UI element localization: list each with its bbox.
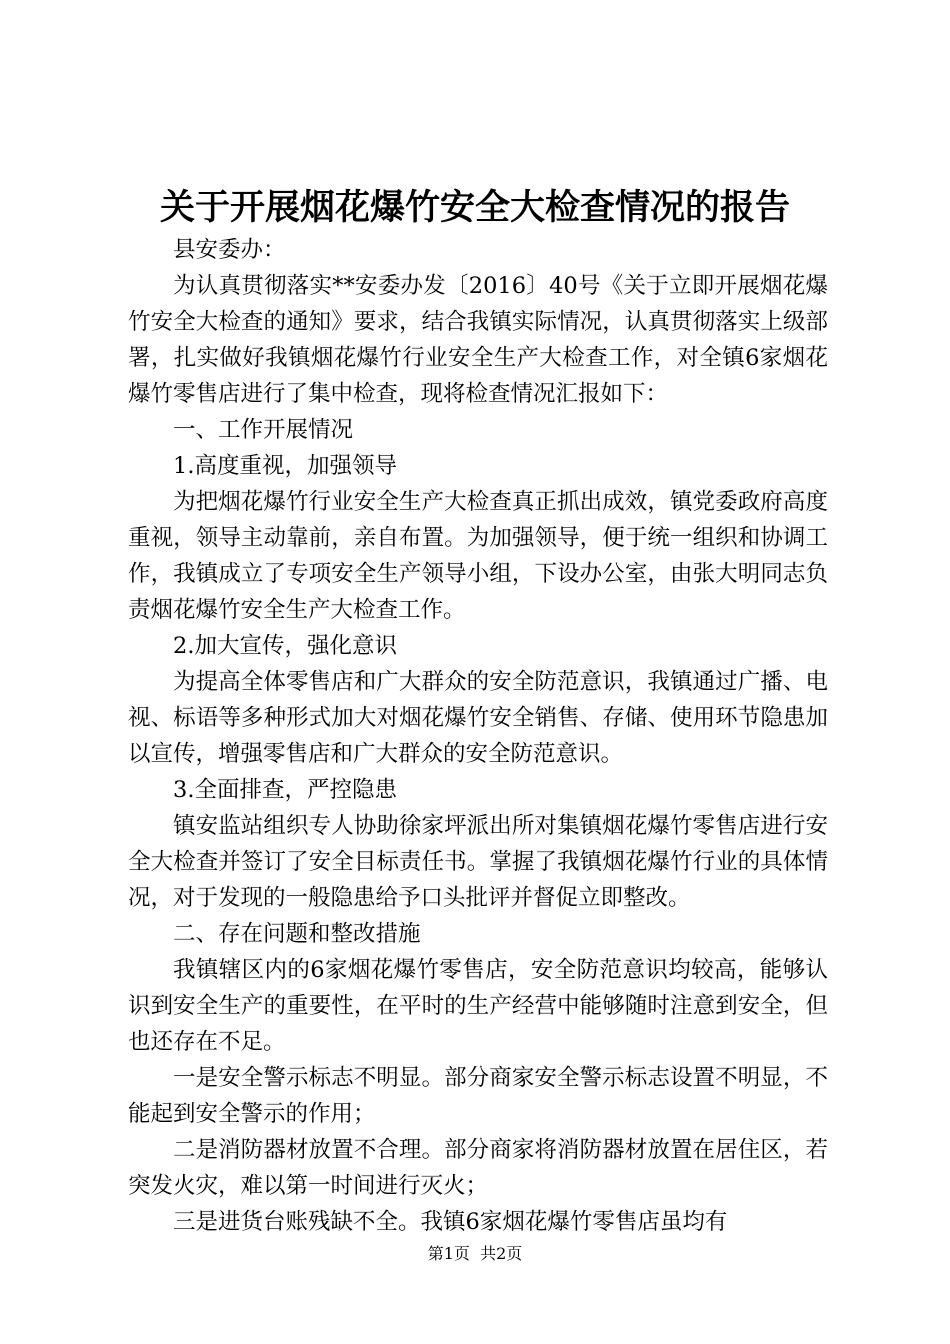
paragraph: 二是消防器材放置不合理。部分商家将消防器材放置在居住区，若突发火灾，难以第一时间进行灭火； [128,1137,828,1199]
paragraph: 我镇辖区内的6家烟花爆竹零售店，安全防范意识均较高，能够认识到安全生产的重要性，在平时的生产经营中能够随时注意到安全，但也还存在不足。 [128,957,828,1055]
paragraph-intro: 为认真贯彻落实**安委办发〔2016〕40号《关于立即开展烟花爆竹安全大检查的通知》要求，结合我镇实际情况，认真贯彻落实上级部署，扎实做好我镇烟花爆竹行业安全生产大检查工作，对全镇6家烟花爆竹零售店进行了集中检查，现将检查情况汇报如下： [128,273,828,407]
paragraph: 为把烟花爆竹行业安全生产大检查真正抓出成效，镇党委政府高度重视，领导主动靠前，亲自布置。为加强领导，便于统一组织和协调工作，我镇成立了专项安全生产领导小组，下设办公室，由张大明同志负责烟花爆竹安全生产大检查工作。 [128,489,828,623]
paragraph: 为提高全体零售店和广大群众的安全防范意识，我镇通过广播、电视、标语等多种形式加大对烟花爆竹安全销售、存储、使用环节隐患加以宣传，增强零售店和广大群众的安全防范意识。 [128,669,828,767]
page-footer: 第1页 共2页 [427,1244,523,1263]
subsection-heading: 2.加大宣传，强化意识 [173,633,397,659]
document-body [128,232,828,1240]
salutation: 县安委办： [173,237,286,263]
subsection-heading: 3.全面排查，严控隐患 [173,777,397,803]
document-title: 关于开展烟花爆竹安全大检查情况的报告 [159,187,790,228]
paragraph: 镇安监站组织专人协助徐家坪派出所对集镇烟花爆竹零售店进行安全大检查并签订了安全目标责任书。掌握了我镇烟花爆竹行业的具体情况，对于发现的一般隐患给予口头批评并督促立即整改。 [128,813,828,911]
subsection-heading: 1.高度重视，加强领导 [173,453,397,479]
section-heading: 一、工作开展情况 [173,417,354,443]
paragraph: 三是进货台账残缺不全。我镇6家烟花爆竹零售店虽均有 [173,1209,728,1235]
section-heading: 二、存在问题和整改措施 [173,921,421,947]
paragraph: 一是安全警示标志不明显。部分商家安全警示标志设置不明显，不能起到安全警示的作用； [128,1065,828,1127]
